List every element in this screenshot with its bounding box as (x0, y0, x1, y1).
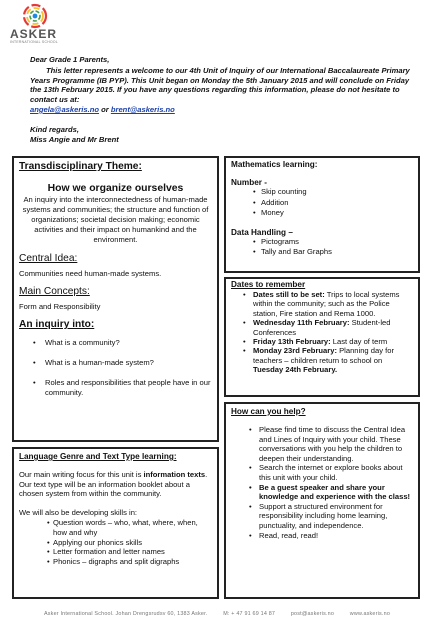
logo-circle-icon (22, 3, 48, 29)
number-item: • Skip counting (253, 187, 413, 198)
letter-greeting: Dear Grade 1 Parents, (30, 55, 110, 64)
theme-title: How we organize ourselves (47, 183, 184, 194)
date-text: Last day of term (330, 337, 388, 347)
email-link-brent[interactable]: brent@askeris.no (110, 104, 175, 114)
footer (0, 611, 434, 617)
skill-item: • Phonics – digraphs and split digraphs (47, 557, 212, 567)
help-list (231, 425, 413, 540)
data-handling-list (231, 237, 413, 258)
help-item: • Be a guest speaker and share your knowledge and experience with the class! (249, 483, 413, 502)
math-box (224, 156, 420, 273)
skill-item: • Question words – who, what, where, when, how and why (47, 518, 212, 537)
date-item (243, 290, 413, 318)
language-heading: Language Genre and Text Type learning: (19, 452, 177, 461)
or-text: or (99, 104, 111, 114)
letter (30, 55, 420, 144)
help-item: • Please find time to discuss the Central Idea and Lines of Inquiry with your child. These conversations with you help the children to deepen their understanding. (249, 425, 413, 463)
language-box (12, 447, 219, 599)
help-item: • Support a structured environment for responsibility including home learning, punctuality, and independence. (249, 502, 413, 531)
help-heading: How can you help? (231, 407, 306, 416)
dates-box (224, 277, 420, 397)
math-heading: Mathematics learning: (231, 160, 318, 169)
language-text: . Our text type will be an information booklet about a chosen system from within the community. (19, 470, 208, 499)
logo-name: ASKER (10, 27, 58, 41)
date-item (243, 318, 413, 337)
date-label: Monday 23rd February: (253, 346, 337, 356)
inquiry-item: • What is a human-made system? (33, 358, 212, 368)
footer-email[interactable]: post@askeris.no (290, 611, 335, 617)
inquiry-list (19, 338, 212, 398)
skill-item: • Letter formation and letter names (47, 547, 212, 557)
language-paragraph (19, 470, 212, 499)
language-text-bold: information texts (143, 470, 206, 479)
central-idea-text: Communities need human-made systems. (19, 269, 162, 278)
inquiry-item: • Roles and responsibilities that people have in our community. (33, 378, 212, 398)
help-box (224, 402, 420, 599)
letter-regards: Kind regards, (30, 124, 79, 134)
concepts-text: Form and Responsibility (19, 302, 101, 311)
data-handling-item: • Pictograms (253, 237, 413, 248)
date-label: Wednesday 11th February: (253, 318, 350, 328)
theme-box (12, 156, 219, 442)
letter-contacts (30, 105, 420, 115)
skills-intro: We will also be developing skills in: (19, 507, 138, 517)
date-tail: Tuesday 24th February. (253, 365, 338, 375)
school-logo (8, 3, 68, 45)
number-list (231, 187, 413, 219)
inquiry-item: • What is a community? (33, 338, 212, 348)
date-label: Dates still to be set: (253, 290, 325, 299)
number-heading: Number - (231, 178, 267, 187)
date-item (243, 337, 413, 346)
language-text: Our main writing focus for this unit is (19, 470, 144, 479)
skill-item: • Applying our phonics skills (47, 538, 212, 548)
date-text: Trips to local systems within the community; such as the Police station, Fire station and Rema 1000. (253, 290, 400, 318)
central-idea-heading: Central Idea: (19, 253, 78, 264)
date-text: Planning day for teachers – children return to school on (253, 346, 394, 365)
logo-subtitle: INTERNATIONAL SCHOOL (10, 40, 59, 44)
dates-list (231, 290, 413, 375)
inquiry-heading: An inquiry into: (19, 319, 95, 330)
theme-description: An inquiry into the interconnectedness of human-made systems and communities; the structure and function of organizations; societal decision making; economic activities and their impact on humankind and the environment. (22, 195, 209, 244)
letter-body: This letter represents a welcome to our 4th Unit of Inquiry of our International Baccalaureate Primary Years Programme (IB PYP). This Unit began on Monday the 5th January 2015 and will conclude on Friday the 13th February 2015. If you have any questions regarding this information, please do not hesitate to contact us at: (30, 65, 410, 105)
date-text: Student-led Conferences (253, 318, 391, 337)
footer-address: Asker International School. Johan Drengsrudsv 60, 1383 Asker. (43, 611, 208, 617)
date-item (243, 346, 413, 374)
data-handling-item: • Tally and Bar Graphs (253, 247, 413, 258)
letter-signature: Miss Angie and Mr Brent (30, 134, 119, 144)
email-link-angela[interactable]: angela@askeris.no (30, 104, 100, 114)
help-item: • Read, read, read! (249, 531, 413, 541)
data-handling-heading: Data Handling – (231, 227, 293, 237)
theme-heading: Transdisciplinary Theme: (19, 161, 142, 172)
number-item: • Money (253, 208, 413, 219)
footer-phone: M: + 47 91 69 14 87 (223, 611, 276, 617)
help-item: • Search the internet or explore books about this unit with your child. (249, 463, 413, 482)
skills-list (19, 518, 212, 566)
date-label: Friday 13th February: (253, 337, 331, 347)
number-item: • Addition (253, 198, 413, 209)
dates-heading: Dates to remember (231, 280, 306, 289)
concepts-heading: Main Concepts: (19, 286, 90, 297)
footer-web[interactable]: www.askeris.no (349, 611, 391, 617)
